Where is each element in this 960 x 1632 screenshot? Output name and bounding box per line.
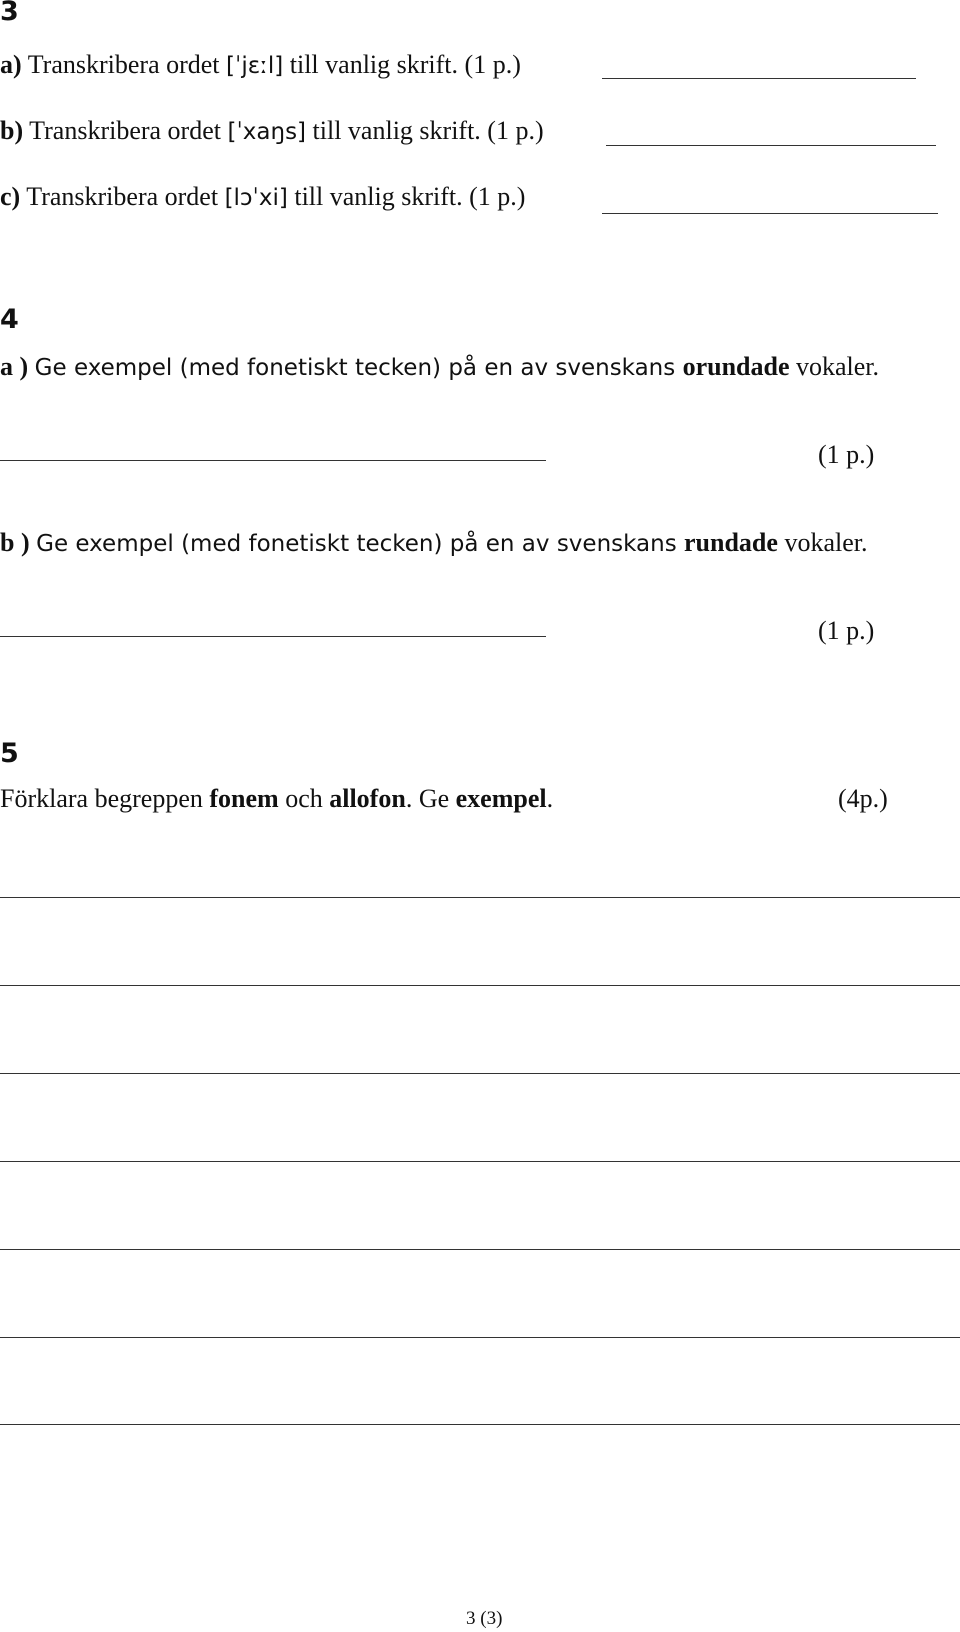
answer-line-5-2[interactable] bbox=[0, 985, 960, 986]
question-3a-text: a) Transkribera ordet [ˈjɛːl] till vanlig skrift. (1 p.) bbox=[0, 50, 521, 79]
answer-line-5-3[interactable] bbox=[0, 1073, 960, 1074]
question-5-text: Förklara begreppen fonem och allofon. Ge exempel. bbox=[0, 784, 554, 813]
points-4b: (1 p.) bbox=[818, 616, 875, 645]
answer-line-4a[interactable] bbox=[0, 460, 546, 461]
question-4-number: 4 bbox=[0, 304, 19, 335]
answer-line-3a[interactable] bbox=[602, 78, 916, 79]
points-5: (4p.) bbox=[838, 784, 888, 813]
answer-line-4b[interactable] bbox=[0, 636, 546, 637]
question-3-number: 3 bbox=[0, 0, 19, 27]
page-number: 3 (3) bbox=[466, 1608, 503, 1629]
question-3b-text: b) Transkribera ordet [ˈxaŋs] till vanlig skrift. (1 p.) bbox=[0, 116, 544, 145]
question-3c-text: c) Transkribera ordet [lɔˈxi] till vanlig skrift. (1 p.) bbox=[0, 182, 526, 211]
answer-line-5-4[interactable] bbox=[0, 1161, 960, 1162]
answer-line-3c[interactable] bbox=[602, 213, 938, 214]
answer-line-3b[interactable] bbox=[606, 145, 936, 146]
question-5-number: 5 bbox=[0, 738, 19, 769]
question-4a-text: a ) Ge exempel (med fonetiskt tecken) på en av svenskans orundade vokaler. bbox=[0, 352, 880, 381]
question-4b-text: b ) Ge exempel (med fonetiskt tecken) på en av svenskans rundade vokaler. bbox=[0, 528, 868, 557]
points-4a: (1 p.) bbox=[818, 440, 875, 469]
answer-line-5-7[interactable] bbox=[0, 1424, 960, 1425]
answer-line-5-6[interactable] bbox=[0, 1337, 960, 1338]
answer-line-5-1[interactable] bbox=[0, 897, 960, 898]
answer-line-5-5[interactable] bbox=[0, 1249, 960, 1250]
